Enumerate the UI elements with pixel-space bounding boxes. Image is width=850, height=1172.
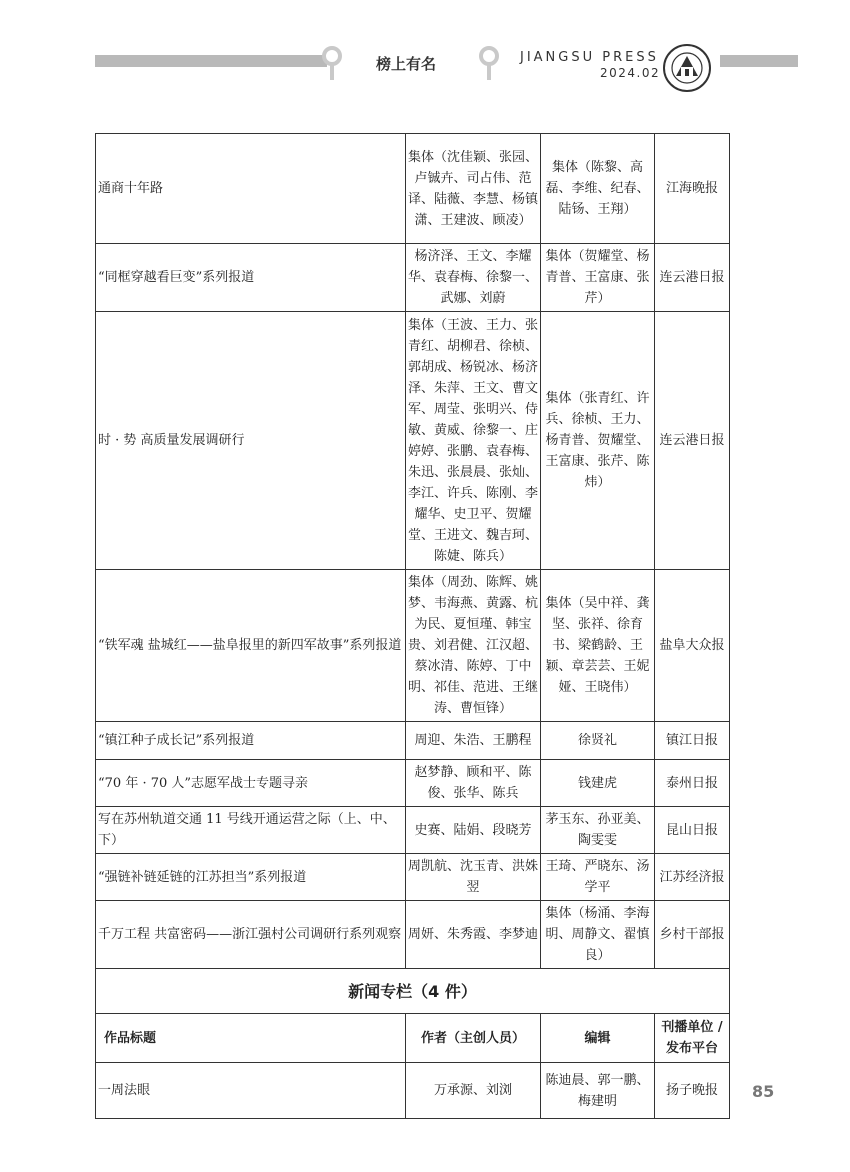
table-row — [96, 1063, 730, 1119]
work-title: “镇江种子成长记”系列报道 — [96, 722, 406, 760]
awards-table — [95, 133, 730, 1119]
table-row — [96, 760, 730, 807]
work-authors: 周凯航、沈玉青、洪姝翌 — [406, 854, 541, 901]
work-outlet: 盐阜大众报 — [655, 570, 730, 722]
column-header-outlet: 刊播单位 / 发布平台 — [655, 1014, 730, 1063]
magazine-brand: JIANGSU PRESS — [520, 50, 659, 65]
work-title: 时 · 势 高质量发展调研行 — [96, 312, 406, 570]
table-row — [96, 244, 730, 312]
work-editors: 集体（张青红、许兵、徐桢、王力、杨青普、贺耀堂、王富康、张芹、陈炜） — [541, 312, 655, 570]
work-authors: 集体（周劲、陈辉、姚梦、韦海燕、黄露、杭为民、夏恒瑾、韩宝贵、刘君健、江汉超、蔡冰清、陈婷、丁中明、祁佳、范进、王继涛、曹恒锋） — [406, 570, 541, 722]
work-editors: 集体（吴中祥、龚坚、张祥、徐育书、梁鹤龄、王颖、章芸芸、王妮娅、王晓伟） — [541, 570, 655, 722]
work-outlet: 镇江日报 — [655, 722, 730, 760]
work-title: “强链补链延链的江苏担当”系列报道 — [96, 854, 406, 901]
page-number: 85 — [752, 1082, 775, 1101]
table-row — [96, 854, 730, 901]
work-authors: 周迎、朱浩、王鹏程 — [406, 722, 541, 760]
table-row — [96, 134, 730, 244]
work-editors: 陈迪晨、郭一鹏、梅建明 — [541, 1063, 655, 1119]
work-title: 通商十年路 — [96, 134, 406, 244]
work-editors: 集体（杨涌、李海明、周静文、翟慎良） — [541, 901, 655, 969]
work-authors: 赵梦静、顾和平、陈俊、张华、陈兵 — [406, 760, 541, 807]
work-authors: 史赛、陆娟、段晓芳 — [406, 807, 541, 854]
work-title: 一周法眼 — [96, 1063, 406, 1119]
work-authors: 集体（沈佳颖、张园、卢铖卉、司占伟、范译、陆薇、李慧、杨镇潇、王建波、顾凌） — [406, 134, 541, 244]
table-row — [96, 807, 730, 854]
work-outlet: 泰州日报 — [655, 760, 730, 807]
work-outlet: 扬子晚报 — [655, 1063, 730, 1119]
work-title: 写在苏州轨道交通 11 号线开通运营之际（上、中、下） — [96, 807, 406, 854]
work-title: “同框穿越看巨变”系列报道 — [96, 244, 406, 312]
work-authors: 万承源、刘浏 — [406, 1063, 541, 1119]
table-row — [96, 901, 730, 969]
issue-number: 2024.02 — [600, 66, 661, 80]
table-row — [96, 570, 730, 722]
work-authors: 集体（王波、王力、张青红、胡柳君、徐桢、郭胡成、杨锐冰、杨济泽、朱萍、王文、曹文军、周莹、张明兴、侍敏、黄威、徐黎一、庄婷婷、张鹏、袁春梅、朱迅、张晨晨、张灿、李江、许兵、陈刚、李耀华、史卫平、贺耀堂、王进文、魏吉珂、陈婕、陈兵） — [406, 312, 541, 570]
work-editors: 茅玉东、孙亚美、陶雯雯 — [541, 807, 655, 854]
work-outlet: 乡村干部报 — [655, 901, 730, 969]
work-editors: 徐贤礼 — [541, 722, 655, 760]
work-editors: 王琦、严晓东、汤学平 — [541, 854, 655, 901]
work-authors: 杨济泽、王文、李耀华、袁春梅、徐黎一、武娜、刘蔚 — [406, 244, 541, 312]
work-title: “70 年 · 70 人”志愿军战士专题寻亲 — [96, 760, 406, 807]
work-editors: 集体（陈黎、高磊、李维、纪春、陆钖、王翔） — [541, 134, 655, 244]
work-outlet: 江海晚报 — [655, 134, 730, 244]
section-title: 榜上有名 — [376, 55, 437, 73]
jiangsu-press-seal-icon — [662, 43, 712, 93]
work-outlet: 连云港日报 — [655, 312, 730, 570]
work-editors: 钱建虎 — [541, 760, 655, 807]
work-editors: 集体（贺耀堂、杨青普、王富康、张芹） — [541, 244, 655, 312]
work-title: “铁军魂 盐城红——盐阜报里的新四军故事”系列报道 — [96, 570, 406, 722]
work-outlet: 昆山日报 — [655, 807, 730, 854]
work-title: 千万工程 共富密码——浙江强村公司调研行系列观察 — [96, 901, 406, 969]
header-bar-left — [95, 55, 327, 67]
work-authors: 周妍、朱秀霞、李梦迪 — [406, 901, 541, 969]
work-outlet: 连云港日报 — [655, 244, 730, 312]
section-heading: 新闻专栏（4 件） — [96, 969, 730, 1014]
column-header-authors: 作者（主创人员） — [406, 1014, 541, 1063]
table-row — [96, 312, 730, 570]
column-header-row — [96, 1014, 730, 1063]
location-pin-icon — [321, 45, 343, 83]
location-pin-icon — [478, 45, 500, 83]
header-bar-right — [720, 55, 798, 67]
table-row — [96, 722, 730, 760]
column-header-title: 作品标题 — [96, 1014, 406, 1063]
section-heading-row — [96, 969, 730, 1014]
work-outlet: 江苏经济报 — [655, 854, 730, 901]
column-header-editors: 编辑 — [541, 1014, 655, 1063]
